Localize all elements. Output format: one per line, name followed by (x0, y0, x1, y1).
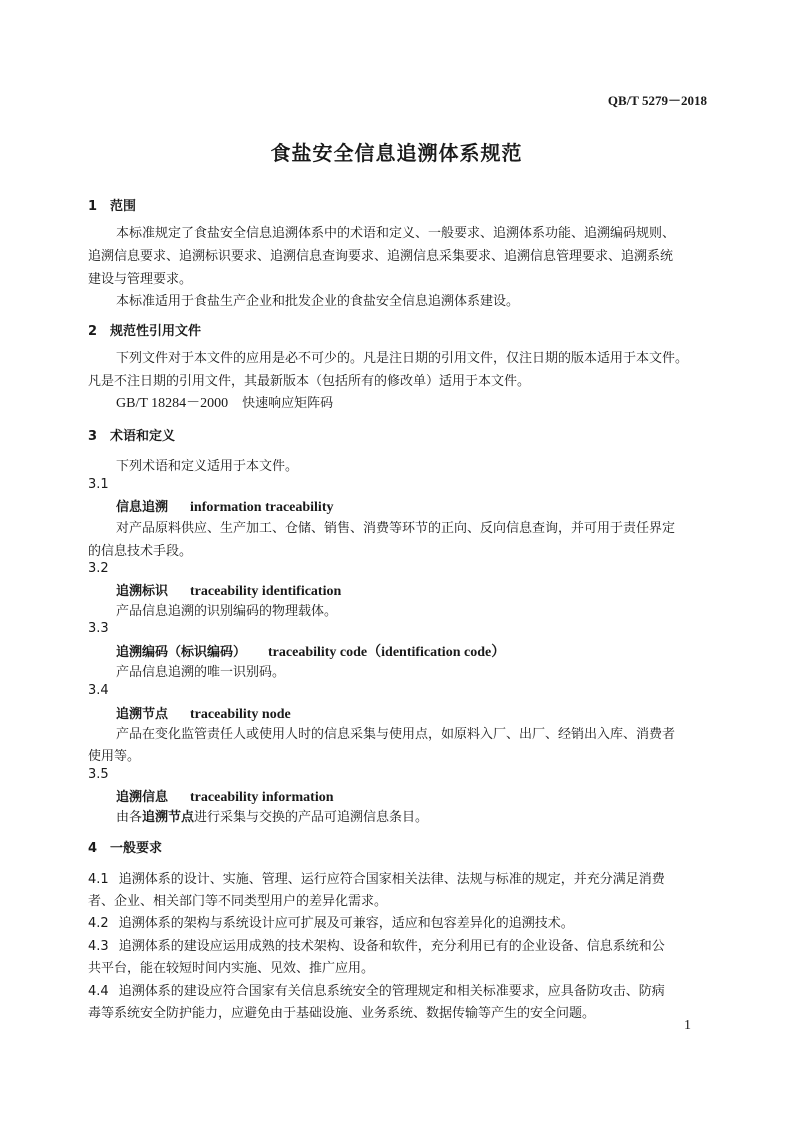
section-number: 3 (88, 429, 98, 444)
section-title: 范围 (110, 199, 137, 214)
s1-paragraph-1-line-3: 建设与管理要求。 (88, 272, 193, 287)
clause-text: 追溯体系的建设应符合国家有关信息系统安全的管理规定和相关标准要求，应具备防攻击、防病 (118, 984, 665, 999)
term-cn: 追溯信息 (116, 790, 169, 805)
term-en: traceability code（identification code） (268, 645, 506, 660)
s2-paragraph-line-1: 下列文件对于本文件的应用是必不可少的。凡是注日期的引用文件，仅注日期的版本适用于本文件。 (116, 351, 689, 366)
term-number: 3.3 (88, 621, 109, 636)
clause-4-1-line-1 (88, 868, 665, 887)
section-4-heading (88, 837, 162, 856)
clause-number: 4.3 (88, 939, 109, 954)
term-number: 3.4 (88, 683, 109, 698)
clause-text: 追溯体系的设计、实施、管理、运行应符合国家相关法律、法规与标准的规定，并充分满足消费 (118, 872, 665, 887)
reference-title: 快速响应矩阵码 (242, 396, 334, 411)
term-heading (116, 580, 341, 600)
reference-code: GB/T 18284－2000 (116, 396, 229, 411)
clause-number: 4.1 (88, 872, 109, 887)
term-cn: 追溯编码（标识编码） (116, 645, 247, 660)
term-definition-line-1: 产品在变化监管责任人或使用人时的信息采集与使用点，如原料入厂、出厂、经销出入库、消费者 (116, 727, 676, 742)
term-en: information traceability (190, 500, 334, 515)
clause-4-4-line-2: 毒等系统安全防护能力，应避免由于基础设施、业务系统、数据传输等产生的安全问题。 (88, 1006, 596, 1021)
term-number: 3.5 (88, 767, 109, 782)
clause-text: 追溯体系的建设应运用成熟的技术架构、设备和软件，充分利用已有的企业设备、信息系统和公 (118, 939, 665, 954)
term-definition-line-2: 的信息技术手段。 (88, 544, 193, 559)
term-definition-line-1: 产品信息追溯的识别编码的物理载体。 (116, 604, 338, 619)
term-cn: 追溯标识 (116, 584, 169, 599)
section-title: 规范性引用文件 (110, 324, 202, 339)
clause-4-3-line-1 (88, 935, 665, 954)
s1-paragraph-2: 本标准适用于食盐生产企业和批发企业的食盐安全信息追溯体系建设。 (116, 294, 520, 309)
document-title: 食盐安全信息追溯体系规范 (270, 141, 523, 165)
term-definition-line-1: 对产品原料供应、生产加工、仓储、销售、消费等环节的正向、反向信息查询，并可用于责任界定 (116, 521, 676, 536)
clause-number: 4.4 (88, 984, 109, 999)
term-number: 3.1 (88, 477, 109, 492)
term-heading (116, 703, 291, 723)
clause-text: 追溯体系的架构与系统设计应可扩展及可兼容，适应和包容差异化的追溯技术。 (118, 916, 574, 931)
clause-4-1-line-2: 者、企业、相关部门等不同类型用户的差异化需求。 (88, 894, 388, 909)
section-3-heading (88, 425, 175, 444)
term-definition-line-2: 使用等。 (88, 749, 141, 764)
page-number: 1 (684, 1018, 691, 1033)
s1-paragraph-1-line-2: 追溯信息要求、追溯标识要求、追溯信息查询要求、追溯信息采集要求、追溯信息管理要求、追溯系统 (88, 249, 674, 264)
term-heading (116, 641, 505, 661)
term-number: 3.2 (88, 561, 109, 576)
normative-reference (116, 392, 333, 412)
s2-paragraph-line-2: 凡是不注日期的引用文件，其最新版本（包括所有的修改单）适用于本文件。 (88, 374, 531, 389)
term-cn: 信息追溯 (116, 500, 169, 515)
term-definition-line-1 (116, 806, 428, 825)
section-title: 术语和定义 (110, 429, 176, 444)
section-2-heading (88, 320, 201, 339)
section-title: 一般要求 (110, 841, 163, 856)
section-number: 4 (88, 841, 98, 856)
clause-4-2-line-1 (88, 912, 574, 931)
clause-4-3-line-2: 共平台，能在较短时间内实施、见效、推广应用。 (88, 961, 375, 976)
section-number: 1 (88, 199, 98, 214)
section-number: 2 (88, 324, 98, 339)
standard-number: QB/T 5279－2018 (607, 93, 707, 108)
clause-number: 4.2 (88, 916, 109, 931)
term-en: traceability identification (190, 584, 342, 599)
s3-intro: 下列术语和定义适用于本文件。 (116, 459, 299, 474)
term-cn: 追溯节点 (116, 707, 169, 722)
term-definition-line-1: 产品信息追溯的唯一识别码。 (116, 665, 286, 680)
term-heading (116, 496, 334, 516)
term-en: traceability node (190, 707, 291, 722)
definition-emphasis: 追溯节点 (142, 810, 195, 825)
term-en: traceability information (190, 790, 334, 805)
definition-text: 进行采集与交换的产品可追溯信息条目。 (194, 810, 429, 825)
definition-text: 由各 (116, 810, 143, 825)
section-1-heading (88, 195, 136, 214)
term-heading (116, 786, 334, 806)
s1-paragraph-1-line-1: 本标准规定了食盐安全信息追溯体系中的术语和定义、一般要求、追溯体系功能、追溯编码规则、 (116, 226, 676, 241)
clause-4-4-line-1 (88, 980, 665, 999)
